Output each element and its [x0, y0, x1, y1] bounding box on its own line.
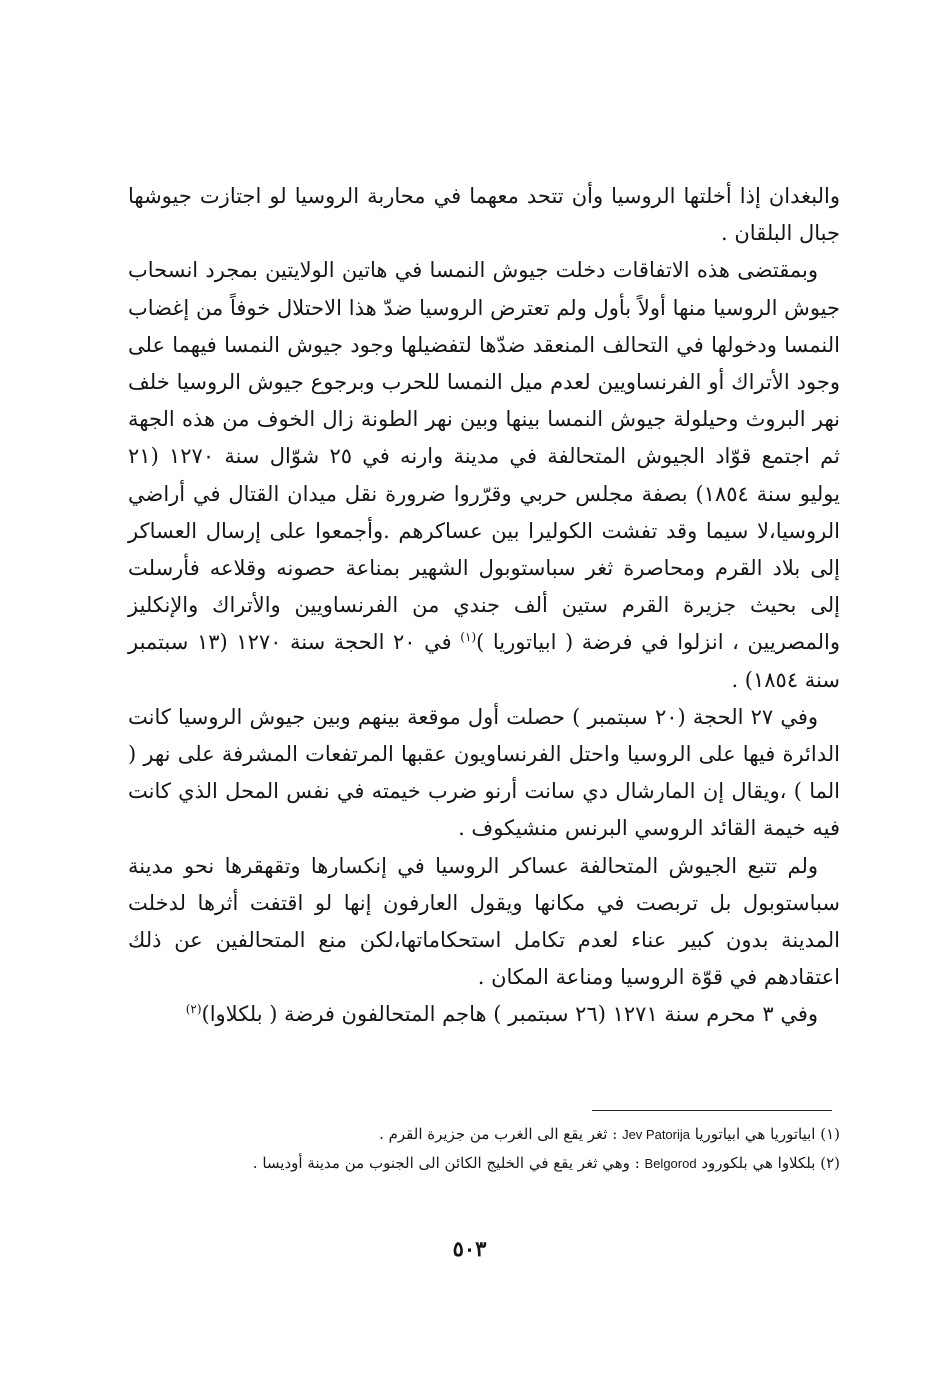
paragraph-5-text: وفي ٣ محرم سنة ١٢٧١ (٢٦ سبتمبر ) هاجم المتحالفون فرضة ( بلكلاوا): [201, 1002, 818, 1027]
footnote-1-latin: Jev Patorija: [622, 1127, 690, 1142]
paragraph-2-text: وبمقتضى هذه الاتفاقات دخلت جيوش النمسا في هاتين الولايتين بمجرد انسحاب جيوش الروسيا منها أولاً بأول ولم تعترض الروسيا ضدّ هذا الاحتلال خوفاً من إغضاب النمسا ودخولها في التحالف المنعقد ضدّها لتفضيلها وجود جيوش النمسا فيهما على وجود الأتراك أو الفرنساويين لعدم ميل النمسا للحرب وبرجوع جيوش الروسيا خلف نهر البروث وحيلولة جيوش النمسا بينها وبين نهر الطونة زال الخوف من هذه الجهة ثم اجتمع قوّاد الجيوش المتحالفة في مدينة وارنه في ٢٥ شوّال سنة ١٢٧٠ (٢١ يوليو سنة ١٨٥٤) بصفة مجلس حربي وقرّروا ضرورة نقل ميدان القتال في أراضي الروسيا،لا سيما وقد تفشت الكوليرا بين عساكرهم .وأجمعوا على إرسال العساكر إلى بلاد القرم ومحاصرة ثغر سباستوبول الشهير بمناعة حصونه وقلاعه فأرسلت إلى بحيث جزيرة القرم ستين ألف جندي من الفرنساويين والأتراك والإنكليز والمصريين ، انزلوا في فرضة ( ابياتوريا ): [128, 258, 841, 655]
footnote-1-label: (١): [820, 1125, 840, 1143]
footnote-2-label: (٢): [820, 1154, 840, 1172]
footnote-2-latin: Belgorod: [644, 1156, 697, 1171]
footnote-ref-2: (٢): [185, 1002, 202, 1017]
paragraph-2-tail: في ٢٠ الحجة سنة ١٢٧٠ (١٣ سبتمبر سنة ١٨٥٤) .: [128, 630, 840, 692]
footnote-2: [128, 1149, 840, 1178]
main-text: [128, 178, 840, 1034]
paragraph-2: [128, 252, 840, 698]
footnote-2-text-a: بلكلاوا هي بلكورود: [701, 1154, 816, 1172]
footnote-1-text-a: ابياتوريا هي ابياتوريا: [694, 1125, 816, 1143]
paragraph-1: [128, 178, 840, 252]
paragraph-4: [128, 848, 840, 997]
paragraph-3: [128, 699, 840, 848]
footnote-1: [128, 1120, 840, 1149]
paragraph-1-text: والبغدان إذا أخلتها الروسيا وأن تتحد معهما في محاربة الروسيا لو اجتازت جيوشها جبال البلقان .: [128, 184, 840, 246]
footnotes: [128, 1120, 840, 1178]
footnote-ref-1: (١): [460, 630, 477, 645]
footnote-divider: [592, 1110, 832, 1111]
footnote-2-text-b: : وهي ثغر يقع في الخليج الكائن الى الجنوب من مدينة أوديسا .: [252, 1154, 640, 1172]
paragraph-3-text: وفي ٢٧ الحجة (٢٠ سبتمبر ) حصلت أول موقعة بينهم وبين جيوش الروسيا كانت الدائرة فيها على الروسيا واحتل الفرنساويون عقبها المرتفعات المشرفة على نهر ( الما ) ،ويقال إن المارشال دي سانت أرنو ضرب خيمته في نفس المحل الذي كانت فيه خيمة القائد الروسي البرنس منشيكوف .: [128, 704, 840, 841]
paragraph-4-text: ولم تتبع الجيوش المتحالفة عساكر الروسيا في إنكسارها وتقهقرها نحو مدينة سباستوبول بل تربصت في مكانها ويقول العارفون إنها لو اقتفت أثرها لدخلت المدينة بدون كبير عناء لعدم تكامل استحكاماتها،لكن منع المتحالفين عن ذلك اعتقادهم في قوّة الروسيا ومناعة المكان .: [128, 853, 840, 990]
footnote-1-text-b: : ثغر يقع الى الغرب من جزيرة القرم .: [379, 1125, 618, 1143]
paragraph-5: [128, 996, 840, 1033]
page-number: ٥٠٣: [452, 1236, 487, 1261]
